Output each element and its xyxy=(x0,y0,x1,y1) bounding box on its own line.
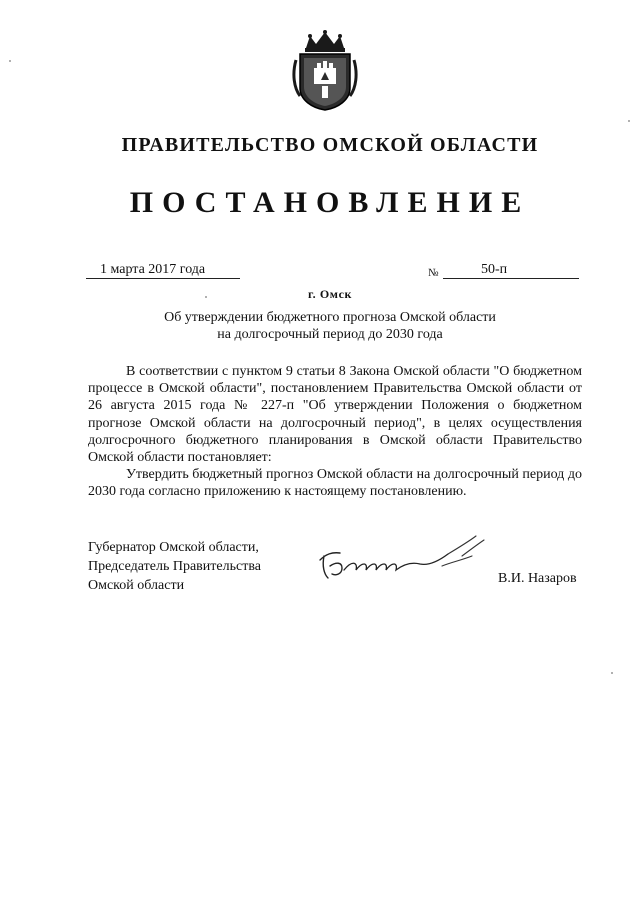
city-label: г. Омск xyxy=(307,287,353,301)
signer-name: В.И. Назаров xyxy=(498,571,577,586)
handwritten-signature-icon xyxy=(312,526,492,588)
document-date: 1 марта 2017 года xyxy=(86,262,240,279)
scan-speck xyxy=(611,672,613,674)
signer-title-line-3: Омской области xyxy=(88,578,185,593)
body-paragraph-1: В соответствии с пунктом 9 статьи 8 Закона Омской области "О бюджетном процессе в Омской области", постановлением Правительства Омской области от 26 августа 2015 года № 227-п "Об утверждении Положения о бюджетном прогнозе Омской области на долгосрочный период", в целях осуществления долгосрочного бюджетного планирования в Омской области Правительство Омской области постановляет: xyxy=(88,364,582,466)
government-title: ПРАВИТЕЛЬСТВО ОМСКОЙ ОБЛАСТИ xyxy=(121,134,539,156)
subject-line-2: на долгосрочный период до 2030 года xyxy=(217,327,443,342)
document-body xyxy=(88,363,582,501)
document-subject xyxy=(0,309,640,343)
signer-title xyxy=(88,538,261,595)
number-sign: № xyxy=(428,267,439,279)
signer-title-line-2: Председатель Правительства xyxy=(88,559,261,574)
document-type-title: ПОСТАНОВЛЕНИЕ xyxy=(129,186,531,219)
document-number: 50-п xyxy=(443,262,579,279)
signer-title-line-1: Губернатор Омской области, xyxy=(88,540,259,555)
omsk-coat-of-arms-icon xyxy=(292,30,358,112)
subject-line-1: Об утверждении бюджетного прогноза Омской области xyxy=(164,310,496,325)
scan-speck xyxy=(205,296,207,298)
scan-speck xyxy=(628,120,630,122)
body-paragraph-2: Утвердить бюджетный прогноз Омской области на долгосрочный период до 2030 года согласно приложению к настоящему постановлению. xyxy=(88,467,582,500)
scan-speck xyxy=(9,60,11,62)
